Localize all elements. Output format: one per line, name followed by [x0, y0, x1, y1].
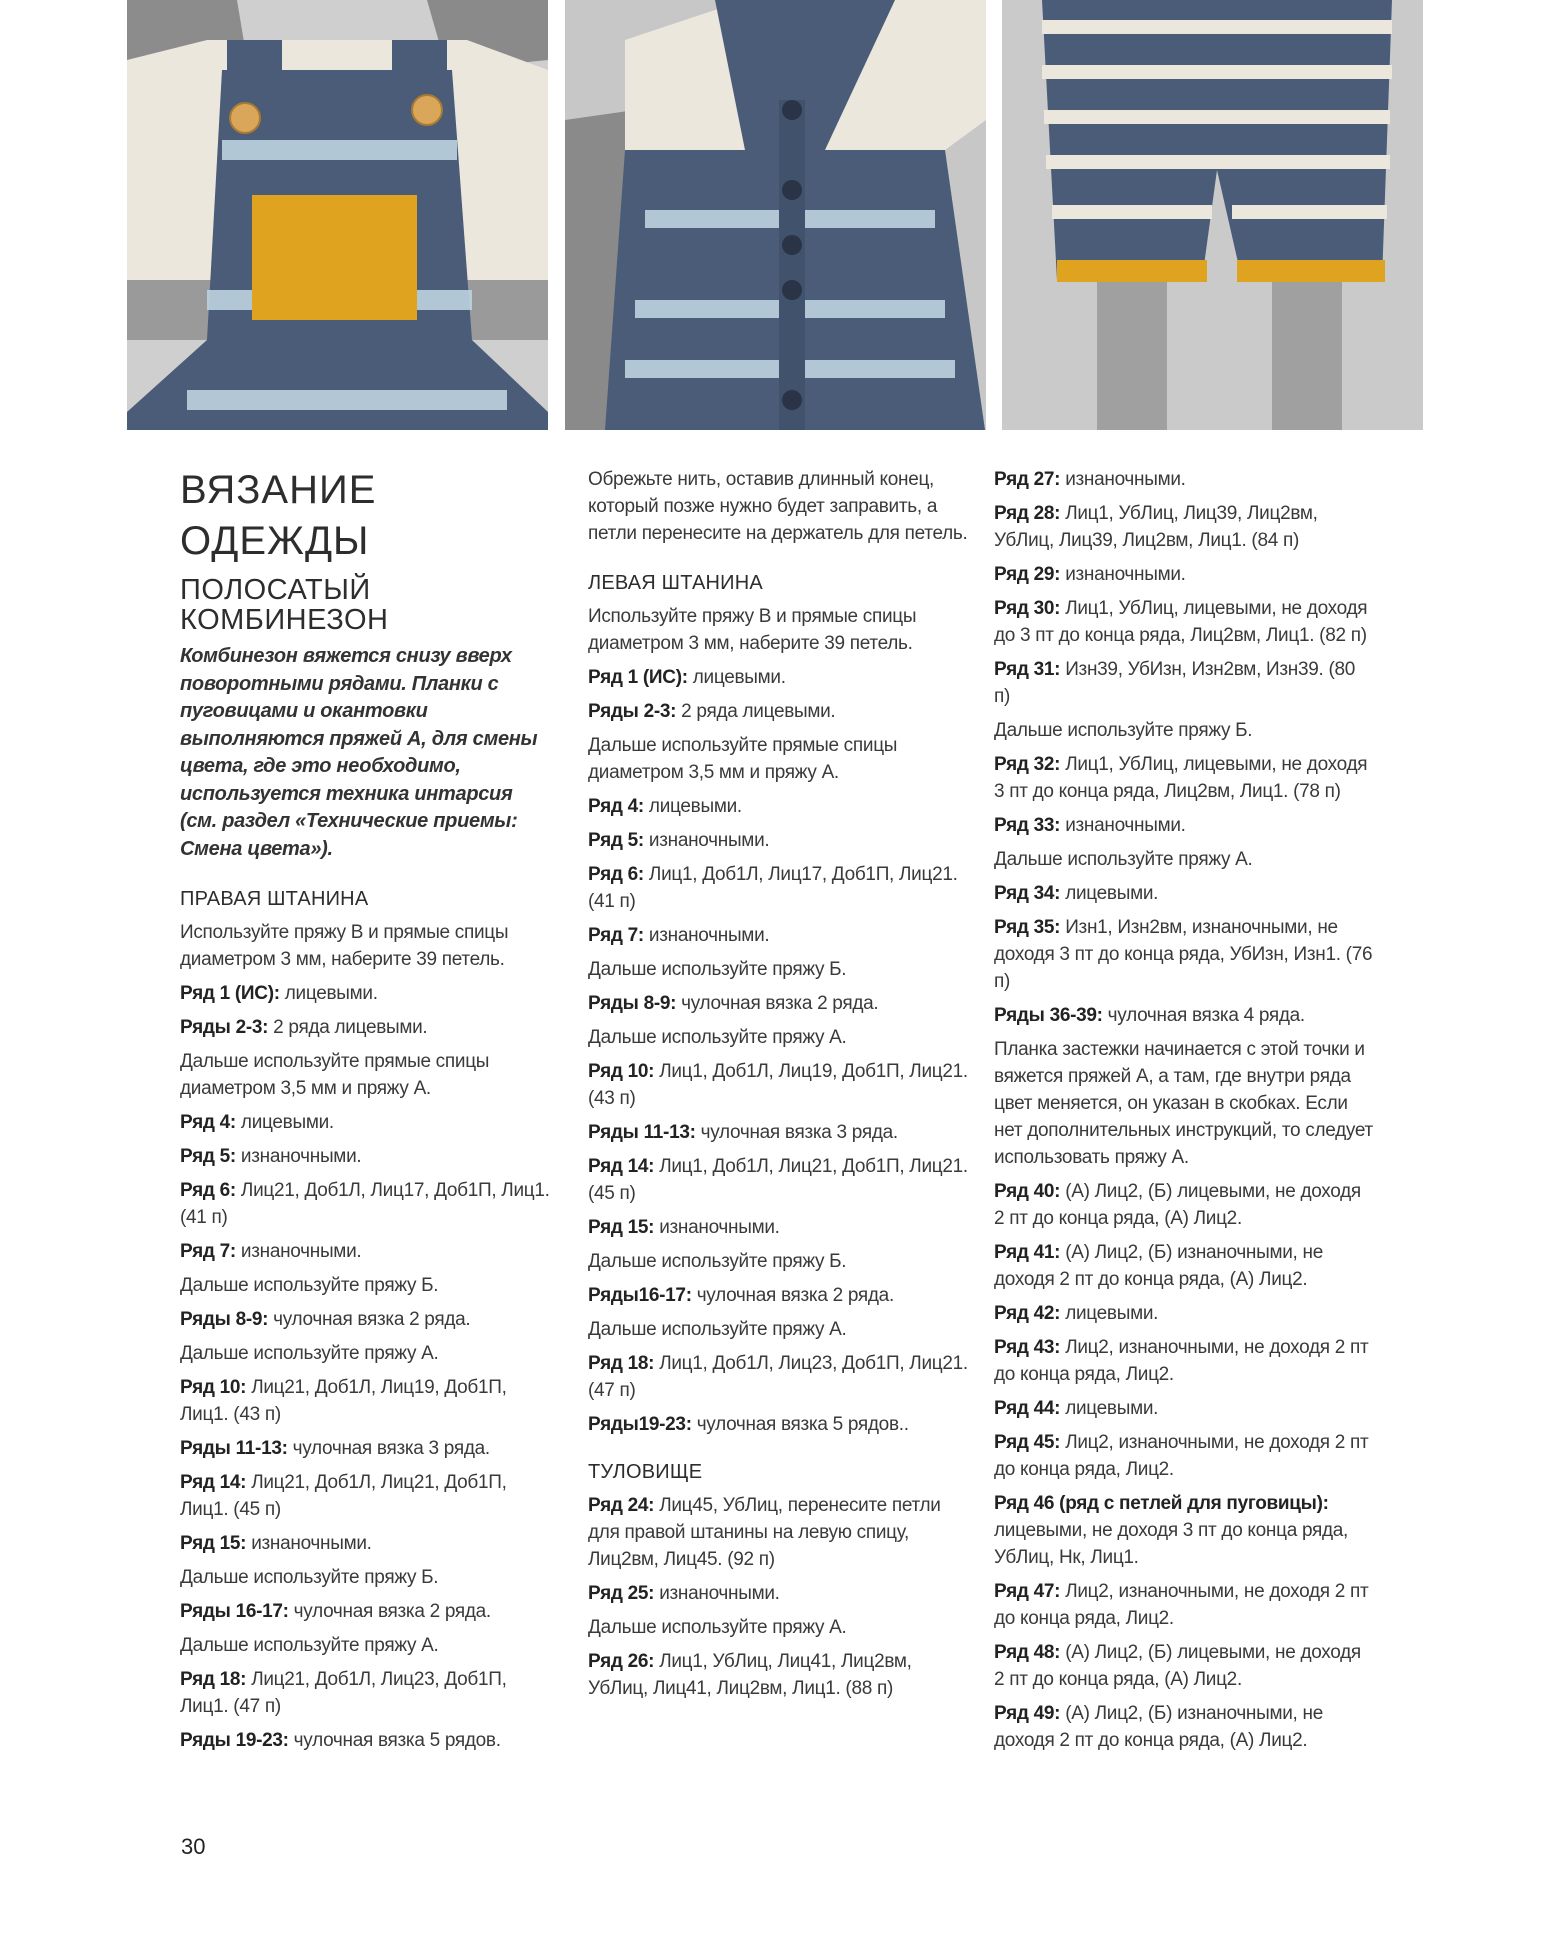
row-text: (А) Лиц2, (Б) лицевыми, не доходя 2 пт до конца ряда, (А) Лиц2.	[994, 1642, 1361, 1690]
row-label: Ряд 40:	[994, 1181, 1061, 1202]
row-text: Лиц1, УбЛиц, лицевыми, не доходя 3 пт до конца ряда, Лиц2вм, Лиц1. (78 п)	[994, 754, 1368, 802]
row-label: Ряд 30:	[994, 598, 1061, 619]
row-text: Лиц1, Доб1Л, Лиц17, Доб1П, Лиц21. (41 п)	[588, 864, 958, 912]
row-label: Ряд 44:	[994, 1398, 1061, 1419]
row-text: 2 ряда лицевыми.	[268, 1017, 428, 1038]
instruction-row	[180, 1598, 552, 1625]
right-leg-heading: ПРАВАЯ ШТАНИНА	[180, 888, 369, 910]
row-text: Лиц2, изнаночными, не доходя 2 пт до конца ряда, Лиц2.	[994, 1581, 1369, 1629]
row-text: (А) Лиц2, (Б) изнаночными, не доходя 2 пт до конца ряда, (А) Лиц2.	[994, 1242, 1323, 1290]
instruction-row	[588, 698, 968, 725]
instruction-row	[180, 1143, 552, 1170]
row-text: чулочная вязка 5 рядов..	[691, 1414, 909, 1435]
row-text: лицевыми, не доходя 3 пт до конца ряда, УбЛиц, Нк, Лиц1.	[994, 1520, 1349, 1568]
instruction-row	[994, 1639, 1374, 1693]
instruction-note	[994, 717, 1374, 744]
section-subtitle: ПОЛОСАТЫЙ КОМБИНЕЗОН	[180, 574, 389, 636]
instruction-row	[588, 1153, 968, 1207]
instruction-note	[588, 1316, 968, 1343]
row-label: Ряды 16-17:	[180, 1601, 289, 1622]
row-label: Ряд 47:	[994, 1581, 1061, 1602]
right-leg-instructions	[180, 919, 552, 1754]
row-text: лицевыми.	[1060, 1303, 1159, 1324]
instruction-note	[180, 1564, 552, 1591]
instruction-note	[994, 1036, 1374, 1171]
row-label: Ряд 33:	[994, 815, 1061, 836]
torso-continued-instructions	[994, 466, 1374, 1754]
row-label: Ряд 25:	[588, 1583, 655, 1604]
row-text: чулочная вязка 3 ряда.	[287, 1438, 490, 1459]
row-text: чулочная вязка 3 ряда.	[695, 1122, 898, 1143]
column-3	[994, 466, 1374, 1761]
row-label: Ряд 35:	[994, 917, 1061, 938]
row-text: Лиц21, Доб1Л, Лиц21, Доб1П, Лиц1. (45 п)	[180, 1472, 507, 1520]
row-label: Ряд 14:	[180, 1472, 247, 1493]
instruction-row	[180, 1530, 552, 1557]
row-text: чулочная вязка 5 рядов.	[288, 1730, 501, 1751]
row-text: Лиц1, УбЛиц, Лиц39, Лиц2вм, УбЛиц, Лиц39, Лиц2вм, Лиц1. (84 п)	[994, 503, 1318, 551]
row-label: Ряд 15:	[588, 1217, 655, 1238]
row-label: Ряд 26:	[588, 1651, 655, 1672]
row-text: изнаночными.	[1060, 564, 1186, 585]
row-text: 2 ряда лицевыми.	[676, 701, 836, 722]
instruction-row	[588, 1411, 968, 1438]
row-text: лицевыми.	[279, 983, 378, 1004]
striped-shorts-photo	[1002, 0, 1423, 430]
instruction-note	[994, 846, 1374, 873]
row-label: Ряды 11-13:	[588, 1122, 696, 1143]
instruction-row	[588, 1119, 968, 1146]
row-text: лицевыми.	[1060, 883, 1159, 904]
instruction-row	[180, 1238, 552, 1265]
row-text: Лиц21, Доб1Л, Лиц19, Доб1П, Лиц1. (43 п)	[180, 1377, 507, 1425]
instruction-row	[180, 1306, 552, 1333]
row-label: Ряд 24:	[588, 1495, 655, 1516]
row-text: изнаночными.	[1060, 469, 1186, 490]
row-text: лицевыми.	[1060, 1398, 1159, 1419]
row-label: Ряд 41:	[994, 1242, 1061, 1263]
overalls-back-with-buttons-photo	[565, 0, 986, 430]
row-text: Используйте пряжу В и прямые спицы диаметром 3 мм, наберите 39 петель.	[588, 606, 917, 654]
row-label: Ряд 32:	[994, 754, 1061, 775]
row-label: Ряды 8-9:	[588, 993, 677, 1014]
row-text: (А) Лиц2, (Б) изнаночными, не доходя 2 пт до конца ряда, (А) Лиц2.	[994, 1703, 1323, 1751]
instruction-row	[994, 656, 1374, 710]
instruction-row	[588, 1282, 968, 1309]
row-label: Ряд 34:	[994, 883, 1061, 904]
row-text: Дальше используйте пряжу А.	[588, 1617, 847, 1638]
page-number: 30	[181, 1834, 206, 1859]
row-label: Ряд 49:	[994, 1703, 1061, 1724]
row-text: изнаночными.	[1060, 815, 1186, 836]
instruction-note	[588, 1024, 968, 1051]
row-label: Ряд 7:	[588, 925, 644, 946]
instruction-row	[588, 1214, 968, 1241]
left-leg-heading: ЛЕВАЯ ШТАНИНА	[588, 572, 763, 594]
row-label: Ряд 42:	[994, 1303, 1061, 1324]
left-leg-instructions	[588, 603, 968, 1438]
row-text: Дальше используйте пряжу А.	[588, 1319, 847, 1340]
instruction-row	[994, 1490, 1374, 1571]
instruction-row	[994, 1002, 1374, 1029]
row-label: Ряд 27:	[994, 469, 1061, 490]
row-label: Ряды 2-3:	[588, 701, 677, 722]
row-text: Дальше используйте пряжу Б.	[588, 1251, 847, 1272]
instruction-row	[180, 1109, 552, 1136]
instruction-row	[994, 914, 1374, 995]
instruction-row	[588, 1648, 968, 1702]
row-label: Ряд 6:	[588, 864, 644, 885]
instruction-note	[588, 1614, 968, 1641]
row-label: Ряд 18:	[588, 1353, 655, 1374]
row-label: Ряды 11-13:	[180, 1438, 288, 1459]
row-label: Ряд 5:	[180, 1146, 236, 1167]
instruction-note	[588, 732, 968, 786]
row-label: Ряд 31:	[994, 659, 1061, 680]
instruction-note	[180, 1632, 552, 1659]
row-label: Ряды 19-23:	[180, 1730, 289, 1751]
row-text: Дальше используйте пряжу Б.	[180, 1567, 439, 1588]
row-label: Ряды 2-3:	[180, 1017, 269, 1038]
torso-heading: ТУЛОВИЩЕ	[588, 1461, 703, 1483]
row-label: Ряды 36-39:	[994, 1005, 1103, 1026]
column-2	[588, 466, 968, 1709]
instruction-row	[994, 1395, 1374, 1422]
instruction-row	[994, 466, 1374, 493]
instruction-row	[588, 793, 968, 820]
row-text: изнаночными.	[643, 830, 770, 851]
instruction-note	[588, 956, 968, 983]
instruction-row	[994, 1429, 1374, 1483]
row-text: Лиц1, Доб1Л, Лиц21, Доб1П, Лиц21. (45 п)	[588, 1156, 968, 1204]
row-label: Ряд 6:	[180, 1180, 236, 1201]
instruction-row	[994, 1300, 1374, 1327]
instruction-row	[180, 1666, 552, 1720]
row-label: Ряды19-23:	[588, 1414, 692, 1435]
instruction-row	[994, 1239, 1374, 1293]
row-text: Дальше используйте пряжу А.	[994, 849, 1253, 870]
row-text: изнаночными.	[654, 1583, 780, 1604]
row-text: Лиц2, изнаночными, не доходя 2 пт до конца ряда, Лиц2.	[994, 1432, 1369, 1480]
overalls-with-pocket-photo	[127, 0, 548, 430]
row-text: Дальше используйте прямые спицы диаметром 3,5 мм и пряжу А.	[588, 735, 898, 783]
instruction-row	[588, 1350, 968, 1404]
instruction-row	[588, 861, 968, 915]
row-text: Лиц1, УбЛиц, Лиц41, Лиц2вм, УбЛиц, Лиц41, Лиц2вм, Лиц1. (88 п)	[588, 1651, 912, 1699]
page-title: ВЯЗАНИЕ ОДЕЖДЫ	[180, 468, 377, 563]
row-label: Ряды 8-9:	[180, 1309, 269, 1330]
row-text: чулочная вязка 4 ряда.	[1102, 1005, 1305, 1026]
instruction-row	[994, 812, 1374, 839]
instruction-row	[180, 1727, 552, 1754]
row-label: Ряд 43:	[994, 1337, 1061, 1358]
instruction-note	[180, 1048, 552, 1102]
row-text: изнаночными.	[246, 1533, 372, 1554]
row-text: чулочная вязка 2 ряда.	[288, 1601, 491, 1622]
instruction-row	[180, 1177, 552, 1231]
row-label: Ряд 1 (ИС):	[588, 667, 688, 688]
row-label: Ряд 14:	[588, 1156, 655, 1177]
instruction-row	[994, 1578, 1374, 1632]
row-label: Ряд 18:	[180, 1669, 247, 1690]
instruction-row	[180, 1374, 552, 1428]
instruction-row	[588, 1492, 968, 1573]
row-label: Ряд 46 (ряд с петлей для пуговицы):	[994, 1493, 1329, 1514]
instruction-note	[588, 603, 968, 657]
instruction-row	[180, 1435, 552, 1462]
row-text: Лиц1, Доб1Л, Лиц23, Доб1П, Лиц21. (47 п)	[588, 1353, 968, 1401]
row-label: Ряд 15:	[180, 1533, 247, 1554]
column-1	[180, 465, 552, 1761]
row-label: Ряды16-17:	[588, 1285, 692, 1306]
row-text: Дальше используйте пряжу А.	[588, 1027, 847, 1048]
instruction-row	[180, 1014, 552, 1041]
cut-yarn-paragraph: Обрежьте нить, оставив длинный конец, который позже нужно будет заправить, а петли перенесите на держатель для петель.	[588, 469, 968, 544]
row-text: Дальше используйте пряжу Б.	[180, 1275, 439, 1296]
row-text: Лиц21, Доб1Л, Лиц23, Доб1П, Лиц1. (47 п)	[180, 1669, 507, 1717]
row-text: Дальше используйте пряжу А.	[180, 1343, 439, 1364]
row-text: Лиц45, УбЛиц, перенесите петли для правой штанины на левую спицу, Лиц2вм, Лиц45. (92 п)	[588, 1495, 941, 1570]
instruction-row	[180, 980, 552, 1007]
row-text: Планка застежки начинается с этой точки и вяжется пряжей А, а там, где внутри ряда цвет меняется, он указан в скобках. Если нет дополнительных инструкций, то следует использовать пряжу А.	[994, 1039, 1373, 1168]
instruction-note	[180, 1272, 552, 1299]
instruction-row	[588, 827, 968, 854]
row-text: (А) Лиц2, (Б) лицевыми, не доходя 2 пт до конца ряда, (А) Лиц2.	[994, 1181, 1361, 1229]
row-text: Дальше используйте пряжу Б.	[588, 959, 847, 980]
row-label: Ряд 48:	[994, 1642, 1061, 1663]
row-text: Лиц21, Доб1Л, Лиц17, Доб1П, Лиц1. (41 п)	[180, 1180, 550, 1228]
row-text: чулочная вязка 2 ряда.	[691, 1285, 894, 1306]
row-label: Ряд 10:	[180, 1377, 247, 1398]
torso-instructions	[588, 1492, 968, 1702]
instruction-row	[588, 664, 968, 691]
row-text: Дальше используйте пряжу А.	[180, 1635, 439, 1656]
instruction-row	[994, 1178, 1374, 1232]
row-label: Ряд 4:	[180, 1112, 236, 1133]
row-text: Используйте пряжу В и прямые спицы диаметром 3 мм, наберите 39 петель.	[180, 922, 509, 970]
row-label: Ряд 45:	[994, 1432, 1061, 1453]
row-label: Ряд 5:	[588, 830, 644, 851]
instruction-row	[588, 990, 968, 1017]
row-text: Изн39, УбИзн, Изн2вм, Изн39. (80 п)	[994, 659, 1356, 707]
row-text: Изн1, Изн2вм, изнаночными, не доходя 3 пт до конца ряда, УбИзн, Изн1. (76 п)	[994, 917, 1373, 992]
row-text: изнаночными.	[235, 1146, 362, 1167]
row-label: Ряд 28:	[994, 503, 1061, 524]
instruction-note	[588, 1248, 968, 1275]
row-label: Ряд 29:	[994, 564, 1061, 585]
instruction-row	[588, 1058, 968, 1112]
instruction-row	[994, 880, 1374, 907]
row-label: Ряд 7:	[180, 1241, 236, 1262]
row-text: Дальше используйте прямые спицы диаметром 3,5 мм и пряжу А.	[180, 1051, 490, 1099]
intro-paragraph: Комбинезон вяжется снизу вверх поворотными рядами. Планки с пуговицами и окантовки выполняются пряжей А, для смены цвета, где это необходимо, используется техника интарсия (см. раздел «Технические приемы: Смена цвета»).	[180, 645, 538, 860]
instruction-note	[180, 919, 552, 973]
row-text: чулочная вязка 2 ряда.	[268, 1309, 471, 1330]
row-text: Лиц1, УбЛиц, лицевыми, не доходя до 3 пт до конца ряда, Лиц2вм, Лиц1. (82 п)	[994, 598, 1368, 646]
instruction-row	[588, 922, 968, 949]
row-text: изнаночными.	[235, 1241, 362, 1262]
row-text: Дальше используйте пряжу Б.	[994, 720, 1253, 741]
row-text: лицевыми.	[687, 667, 786, 688]
instruction-row	[994, 500, 1374, 554]
instruction-row	[588, 1580, 968, 1607]
row-label: Ряд 4:	[588, 796, 644, 817]
row-text: изнаночными.	[643, 925, 770, 946]
row-text: Лиц2, изнаночными, не доходя 2 пт до конца ряда, Лиц2.	[994, 1337, 1369, 1385]
row-label: Ряд 10:	[588, 1061, 655, 1082]
instruction-row	[994, 561, 1374, 588]
row-text: изнаночными.	[654, 1217, 780, 1238]
row-text: Лиц1, Доб1Л, Лиц19, Доб1П, Лиц21. (43 п)	[588, 1061, 968, 1109]
instruction-row	[180, 1469, 552, 1523]
instruction-row	[994, 1334, 1374, 1388]
row-text: чулочная вязка 2 ряда.	[676, 993, 879, 1014]
row-text: лицевыми.	[235, 1112, 334, 1133]
row-text: лицевыми.	[643, 796, 742, 817]
row-label: Ряд 1 (ИС):	[180, 983, 280, 1004]
instruction-row	[994, 1700, 1374, 1754]
instruction-row	[994, 595, 1374, 649]
instruction-row	[994, 751, 1374, 805]
instruction-note	[180, 1340, 552, 1367]
